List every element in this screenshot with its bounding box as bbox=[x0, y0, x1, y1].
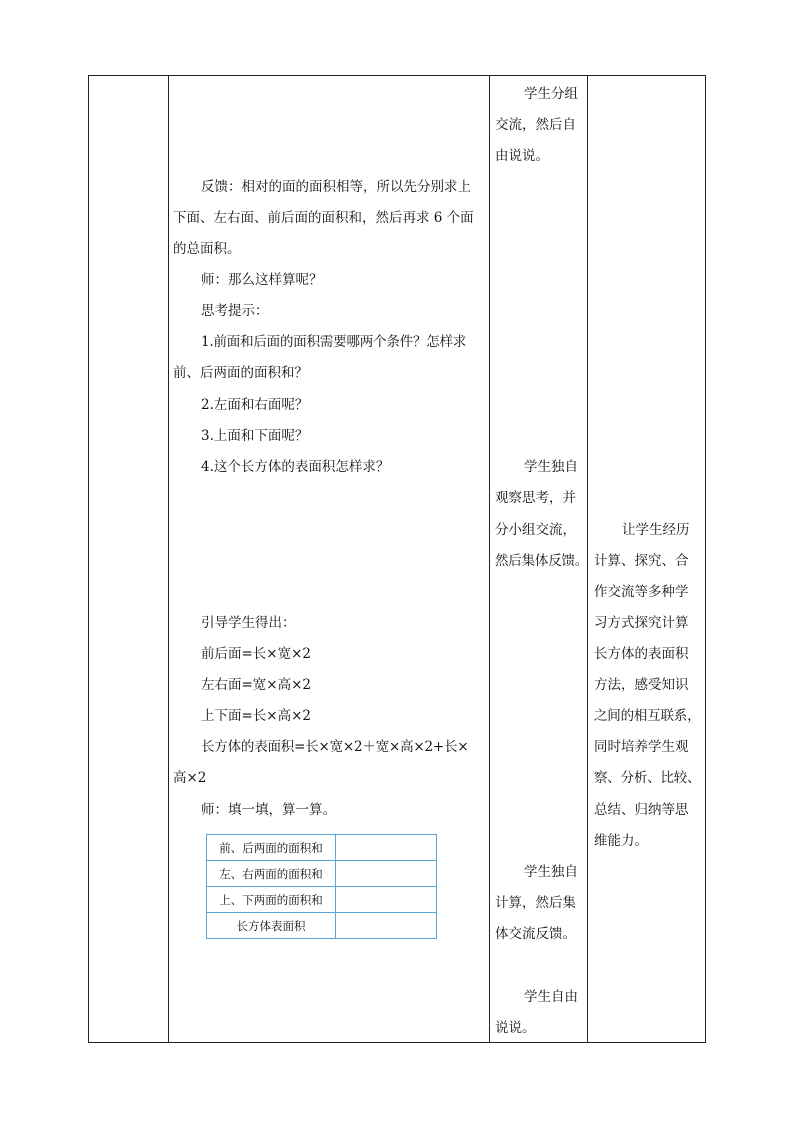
design-intent-column bbox=[588, 76, 706, 1042]
table-row bbox=[207, 913, 437, 939]
feedback-line-1: 反馈：相对的面的面积相等，所以先分别求上 bbox=[201, 179, 471, 195]
answer-cell[interactable] bbox=[336, 861, 437, 887]
table-row bbox=[207, 835, 437, 861]
intent-line-3: 作交流等多种学 bbox=[594, 584, 689, 600]
hint-title: 思考提示： bbox=[201, 303, 269, 319]
student-activity-column bbox=[490, 76, 587, 1042]
student-activity-2-line-1: 学生独自 bbox=[524, 459, 578, 475]
intent-line-7: 之间的相互联系， bbox=[594, 708, 701, 724]
hint-1-line-1: 1.前面和后面的面积需要哪两个条件？怎样求 bbox=[201, 334, 467, 350]
student-activity-2-line-4: 然后集体反馈。 bbox=[495, 553, 589, 569]
intent-line-2: 计算、探究、合 bbox=[594, 553, 689, 569]
intent-line-11: 维能力。 bbox=[594, 833, 648, 849]
lesson-table bbox=[88, 75, 706, 1043]
row-label: 长方体表面积 bbox=[207, 913, 336, 939]
intent-line-6: 方法，感受知识 bbox=[594, 677, 689, 693]
row-label: 前、后两面的面积和 bbox=[207, 835, 336, 861]
guide-title: 引导学生得出： bbox=[201, 615, 296, 631]
student-activity-3-line-3: 体交流反馈。 bbox=[495, 926, 576, 942]
intent-line-5: 长方体的表面积 bbox=[594, 646, 689, 662]
student-activity-1-line-3: 由说说。 bbox=[495, 148, 549, 164]
teacher-question-2: 师：填一填，算一算。 bbox=[201, 802, 336, 818]
student-activity-1-line-1: 学生分组 bbox=[524, 86, 578, 102]
answer-cell[interactable] bbox=[336, 835, 437, 861]
formula-surface-area-line-2: 高×2 bbox=[173, 770, 207, 786]
stage-column bbox=[89, 76, 168, 1042]
row-label: 左、右两面的面积和 bbox=[207, 861, 336, 887]
feedback-line-3: 的总面积。 bbox=[173, 241, 241, 257]
student-activity-3-line-1: 学生独自 bbox=[524, 864, 578, 880]
hint-3: 3.上面和下面呢？ bbox=[201, 428, 309, 444]
teacher-question-1: 师：那么这样算呢？ bbox=[201, 272, 323, 288]
table-row bbox=[207, 887, 437, 913]
formula-surface-area-line-1: 长方体的表面积=长×宽×2＋宽×高×2+长× bbox=[201, 739, 469, 755]
feedback-line-2: 下面、左右面、前后面的面积和，然后再求 6 个面 bbox=[173, 210, 474, 226]
intent-line-1: 让学生经历 bbox=[622, 522, 690, 538]
hint-4: 4.这个长方体的表面积怎样求？ bbox=[201, 459, 390, 475]
intent-line-10: 总结、归纳等思 bbox=[594, 802, 689, 818]
fill-in-table bbox=[206, 834, 437, 939]
answer-cell[interactable] bbox=[336, 887, 437, 913]
student-activity-2-line-2: 观察思考，并 bbox=[495, 490, 576, 506]
formula-top-bottom: 上下面=长×高×2 bbox=[201, 708, 312, 724]
student-activity-3-line-2: 计算，然后集 bbox=[495, 895, 576, 911]
student-activity-1-line-2: 交流，然后自 bbox=[495, 117, 576, 133]
formula-front-back: 前后面=长×宽×2 bbox=[201, 646, 312, 662]
hint-1-line-2: 前、后两面的面积和？ bbox=[173, 365, 308, 381]
table-row bbox=[207, 861, 437, 887]
intent-line-4: 习方式探究计算 bbox=[594, 615, 689, 631]
student-activity-4-line-2: 说说。 bbox=[495, 1020, 536, 1036]
intent-line-9: 察、分析、比较、 bbox=[594, 770, 701, 786]
hint-2: 2.左面和右面呢？ bbox=[201, 397, 309, 413]
student-activity-2-line-3: 分小组交流， bbox=[495, 522, 576, 538]
answer-cell[interactable] bbox=[336, 913, 437, 939]
row-label: 上、下两面的面积和 bbox=[207, 887, 336, 913]
formula-left-right: 左右面=宽×高×2 bbox=[201, 677, 312, 693]
student-activity-4-line-1: 学生自由 bbox=[524, 989, 578, 1005]
intent-line-8: 同时培养学生观 bbox=[594, 739, 689, 755]
